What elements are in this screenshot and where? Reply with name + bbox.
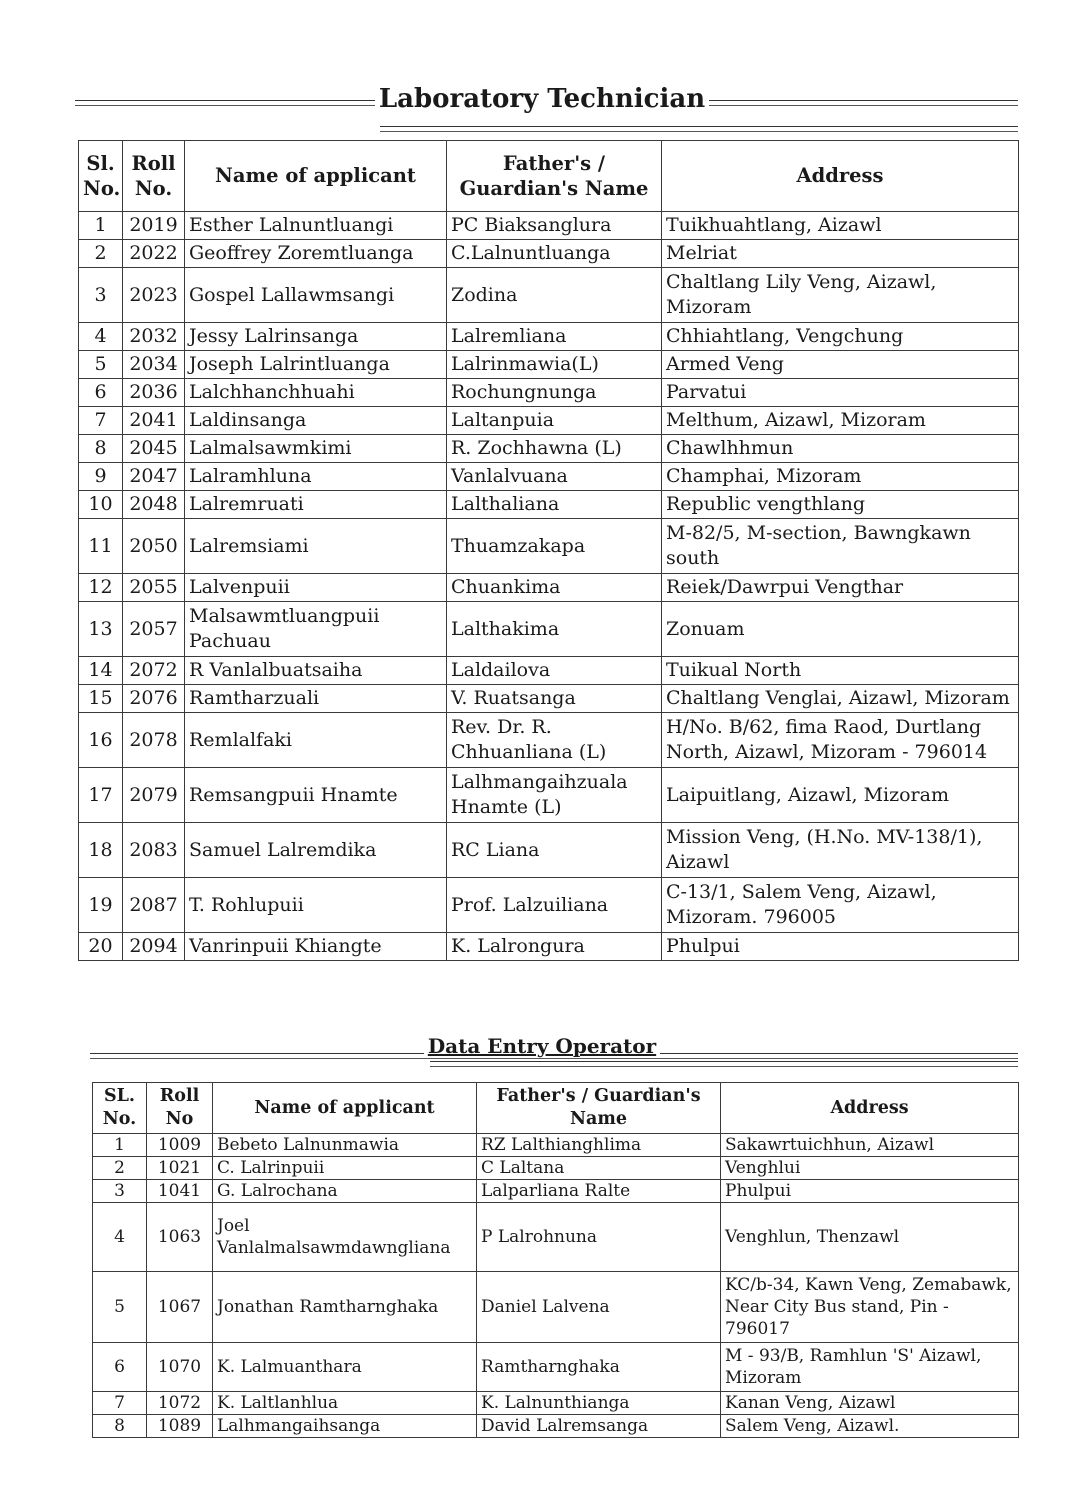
cell-sl: 13	[79, 602, 123, 657]
cell-roll: 1063	[147, 1203, 213, 1272]
cell-roll: 2022	[123, 240, 185, 268]
cell-name: Bebeto Lalnunmawia	[213, 1134, 477, 1157]
cell-sl: 5	[79, 351, 123, 379]
cell-sl: 8	[79, 435, 123, 463]
cell-name: T. Rohlupuii	[185, 878, 447, 933]
cell-address: Republic vengthlang	[662, 491, 1019, 519]
cell-name: Remlalfaki	[185, 713, 447, 768]
cell-address: Mission Veng, (H.No. MV-138/1), Aizawl	[662, 823, 1019, 878]
cell-roll: 1072	[147, 1392, 213, 1415]
table-row	[93, 1180, 1019, 1203]
cell-address: H/No. B/62, fima Raod, Durtlang North, Aizawl, Mizoram - 796014	[662, 713, 1019, 768]
cell-name: Laldinsanga	[185, 407, 447, 435]
table-row	[79, 379, 1019, 407]
cell-sl: 3	[93, 1180, 147, 1203]
header-address: Address	[721, 1083, 1019, 1134]
cell-address: Sakawrtuichhun, Aizawl	[721, 1134, 1019, 1157]
cell-name: Jonathan Ramtharnghaka	[213, 1272, 477, 1343]
table-row	[93, 1203, 1019, 1272]
data-entry-table-body	[93, 1134, 1019, 1438]
cell-name: K. Laltlanhlua	[213, 1392, 477, 1415]
cell-roll: 2045	[123, 435, 185, 463]
cell-roll: 2023	[123, 268, 185, 323]
cell-name: Joel Vanlalmalsawmdawngliana	[213, 1203, 477, 1272]
header-sl: SL. No.	[93, 1083, 147, 1134]
table-row	[93, 1343, 1019, 1392]
cell-address: Tuikual North	[662, 657, 1019, 685]
cell-name: Lalvenpuii	[185, 574, 447, 602]
cell-address: Melriat	[662, 240, 1019, 268]
cell-father: P Lalrohnuna	[477, 1203, 721, 1272]
data-entry-table	[92, 1082, 1019, 1438]
cell-sl: 6	[93, 1343, 147, 1392]
cell-name: Gospel Lallawmsangi	[185, 268, 447, 323]
cell-name: Jessy Lalrinsanga	[185, 323, 447, 351]
cell-sl: 3	[79, 268, 123, 323]
cell-father: C Laltana	[477, 1157, 721, 1180]
cell-roll: 1067	[147, 1272, 213, 1343]
header-sl: Sl. No.	[79, 141, 123, 212]
header-father: Father's / Guardian's Name	[447, 141, 662, 212]
cell-sl: 20	[79, 933, 123, 961]
cell-father: PC Biaksanglura	[447, 212, 662, 240]
table-row	[79, 933, 1019, 961]
lab-table-body	[79, 212, 1019, 961]
cell-roll: 2032	[123, 323, 185, 351]
cell-name: Samuel Lalremdika	[185, 823, 447, 878]
table-row	[79, 407, 1019, 435]
cell-address: Phulpui	[721, 1180, 1019, 1203]
cell-sl: 14	[79, 657, 123, 685]
cell-address: Venghlui	[721, 1157, 1019, 1180]
cell-roll: 2078	[123, 713, 185, 768]
cell-sl: 10	[79, 491, 123, 519]
cell-address: M-82/5, M-section, Bawngkawn south	[662, 519, 1019, 574]
cell-sl: 1	[79, 212, 123, 240]
cell-sl: 9	[79, 463, 123, 491]
cell-roll: 2057	[123, 602, 185, 657]
cell-father: V. Ruatsanga	[447, 685, 662, 713]
section-title: Data Entry Operator	[0, 1034, 1084, 1058]
cell-father: Chuankima	[447, 574, 662, 602]
cell-father: Zodina	[447, 268, 662, 323]
table-row	[93, 1272, 1019, 1343]
cell-sl: 17	[79, 768, 123, 823]
cell-name: G. Lalrochana	[213, 1180, 477, 1203]
cell-address: Champhai, Mizoram	[662, 463, 1019, 491]
cell-name: K. Lalmuanthara	[213, 1343, 477, 1392]
section-title: Laboratory Technician	[0, 84, 1084, 114]
cell-address: Phulpui	[662, 933, 1019, 961]
cell-sl: 6	[79, 379, 123, 407]
cell-father: Rochungnunga	[447, 379, 662, 407]
cell-father: Ramtharnghaka	[477, 1343, 721, 1392]
cell-father: Laldailova	[447, 657, 662, 685]
table-row	[79, 491, 1019, 519]
table-row	[79, 268, 1019, 323]
cell-address: Zonuam	[662, 602, 1019, 657]
cell-name: Remsangpuii Hnamte	[185, 768, 447, 823]
cell-father: K. Lalrongura	[447, 933, 662, 961]
cell-sl: 1	[93, 1134, 147, 1157]
cell-roll: 2055	[123, 574, 185, 602]
cell-sl: 15	[79, 685, 123, 713]
cell-name: Geoffrey Zoremtluanga	[185, 240, 447, 268]
cell-father: Laltanpuia	[447, 407, 662, 435]
cell-name: R Vanlalbuatsaiha	[185, 657, 447, 685]
cell-roll: 2072	[123, 657, 185, 685]
table-row	[79, 212, 1019, 240]
table-header-row	[93, 1083, 1019, 1134]
header-name: Name of applicant	[185, 141, 447, 212]
cell-father: Lalthakima	[447, 602, 662, 657]
cell-roll: 2034	[123, 351, 185, 379]
cell-sl: 2	[93, 1157, 147, 1180]
cell-roll: 2083	[123, 823, 185, 878]
title-rule	[380, 126, 1018, 132]
cell-name: Joseph Lalrintluanga	[185, 351, 447, 379]
cell-sl: 11	[79, 519, 123, 574]
cell-name: Esther Lalnuntluangi	[185, 212, 447, 240]
cell-roll: 2094	[123, 933, 185, 961]
cell-father: RZ Lalthianghlima	[477, 1134, 721, 1157]
cell-father: Thuamzakapa	[447, 519, 662, 574]
cell-sl: 7	[79, 407, 123, 435]
header-address: Address	[662, 141, 1019, 212]
cell-roll: 2087	[123, 878, 185, 933]
title-rule	[90, 1053, 1018, 1059]
table-row	[93, 1392, 1019, 1415]
cell-father: C.Lalnuntluanga	[447, 240, 662, 268]
cell-father: Prof. Lalzuiliana	[447, 878, 662, 933]
cell-address: Reiek/Dawrpui Vengthar	[662, 574, 1019, 602]
cell-address: Chaltlang Lily Veng, Aizawl, Mizoram	[662, 268, 1019, 323]
table-row	[79, 602, 1019, 657]
cell-sl: 2	[79, 240, 123, 268]
cell-address: Kanan Veng, Aizawl	[721, 1392, 1019, 1415]
cell-sl: 19	[79, 878, 123, 933]
cell-roll: 1070	[147, 1343, 213, 1392]
cell-address: Chawlhhmun	[662, 435, 1019, 463]
cell-father: Daniel Lalvena	[477, 1272, 721, 1343]
cell-roll: 1089	[147, 1415, 213, 1438]
cell-father: K. Lalnunthianga	[477, 1392, 721, 1415]
cell-address: Venghlun, Thenzawl	[721, 1203, 1019, 1272]
cell-sl: 16	[79, 713, 123, 768]
table-header-row	[79, 141, 1019, 212]
table-row	[79, 878, 1019, 933]
cell-roll: 1041	[147, 1180, 213, 1203]
table-row	[79, 574, 1019, 602]
cell-name: Vanrinpuii Khiangte	[185, 933, 447, 961]
cell-name: Lalremsiami	[185, 519, 447, 574]
table-row	[79, 685, 1019, 713]
cell-father: Vanlalvuana	[447, 463, 662, 491]
cell-roll: 2076	[123, 685, 185, 713]
table-row	[79, 435, 1019, 463]
table-row	[79, 713, 1019, 768]
cell-name: Malsawmtluangpuii Pachuau	[185, 602, 447, 657]
table-row	[79, 823, 1019, 878]
cell-name: Lalremruati	[185, 491, 447, 519]
cell-roll: 2050	[123, 519, 185, 574]
cell-father: David Lalremsanga	[477, 1415, 721, 1438]
table-row	[79, 240, 1019, 268]
cell-sl: 4	[79, 323, 123, 351]
cell-father: Lalhmangaihzuala Hnamte (L)	[447, 768, 662, 823]
cell-address: Chaltlang Venglai, Aizawl, Mizoram	[662, 685, 1019, 713]
table-row	[79, 768, 1019, 823]
cell-roll: 2079	[123, 768, 185, 823]
table-row	[79, 323, 1019, 351]
cell-roll: 1021	[147, 1157, 213, 1180]
table-row	[79, 463, 1019, 491]
table-row	[79, 351, 1019, 379]
table-row	[93, 1157, 1019, 1180]
cell-sl: 18	[79, 823, 123, 878]
cell-roll: 2019	[123, 212, 185, 240]
cell-name: Ramtharzuali	[185, 685, 447, 713]
table-row	[79, 519, 1019, 574]
header-roll: Roll No.	[123, 141, 185, 212]
cell-roll: 2047	[123, 463, 185, 491]
cell-name: Lalchhanchhuahi	[185, 379, 447, 407]
table-row	[79, 657, 1019, 685]
cell-address: Salem Veng, Aizawl.	[721, 1415, 1019, 1438]
cell-father: Lalthaliana	[447, 491, 662, 519]
cell-address: C-13/1, Salem Veng, Aizawl, Mizoram. 796005	[662, 878, 1019, 933]
header-name: Name of applicant	[213, 1083, 477, 1134]
lab-technician-table	[78, 140, 1019, 961]
cell-address: Chhiahtlang, Vengchung	[662, 323, 1019, 351]
header-father: Father's / Guardian's Name	[477, 1083, 721, 1134]
cell-address: Melthum, Aizawl, Mizoram	[662, 407, 1019, 435]
cell-address: KC/b-34, Kawn Veng, Zemabawk, Near City Bus stand, Pin - 796017	[721, 1272, 1019, 1343]
cell-address: Parvatui	[662, 379, 1019, 407]
header-roll: Roll No	[147, 1083, 213, 1134]
cell-name: C. Lalrinpuii	[213, 1157, 477, 1180]
cell-name: Lalmalsawmkimi	[185, 435, 447, 463]
cell-sl: 5	[93, 1272, 147, 1343]
cell-father: Lalrinmawia(L)	[447, 351, 662, 379]
cell-father: Lalparliana Ralte	[477, 1180, 721, 1203]
cell-sl: 8	[93, 1415, 147, 1438]
cell-father: RC Liana	[447, 823, 662, 878]
cell-address: M - 93/B, Ramhlun 'S' Aizawl, Mizoram	[721, 1343, 1019, 1392]
cell-address: Armed Veng	[662, 351, 1019, 379]
cell-roll: 2048	[123, 491, 185, 519]
cell-father: Rev. Dr. R. Chhuanliana (L)	[447, 713, 662, 768]
cell-name: Lalhmangaihsanga	[213, 1415, 477, 1438]
title-rule	[430, 1061, 1018, 1067]
table-row	[93, 1415, 1019, 1438]
cell-roll: 2041	[123, 407, 185, 435]
cell-address: Laipuitlang, Aizawl, Mizoram	[662, 768, 1019, 823]
cell-roll: 2036	[123, 379, 185, 407]
cell-roll: 1009	[147, 1134, 213, 1157]
cell-father: R. Zochhawna (L)	[447, 435, 662, 463]
cell-father: Lalremliana	[447, 323, 662, 351]
table-row	[93, 1134, 1019, 1157]
cell-sl: 4	[93, 1203, 147, 1272]
cell-address: Tuikhuahtlang, Aizawl	[662, 212, 1019, 240]
cell-sl: 12	[79, 574, 123, 602]
cell-name: Lalramhluna	[185, 463, 447, 491]
cell-sl: 7	[93, 1392, 147, 1415]
